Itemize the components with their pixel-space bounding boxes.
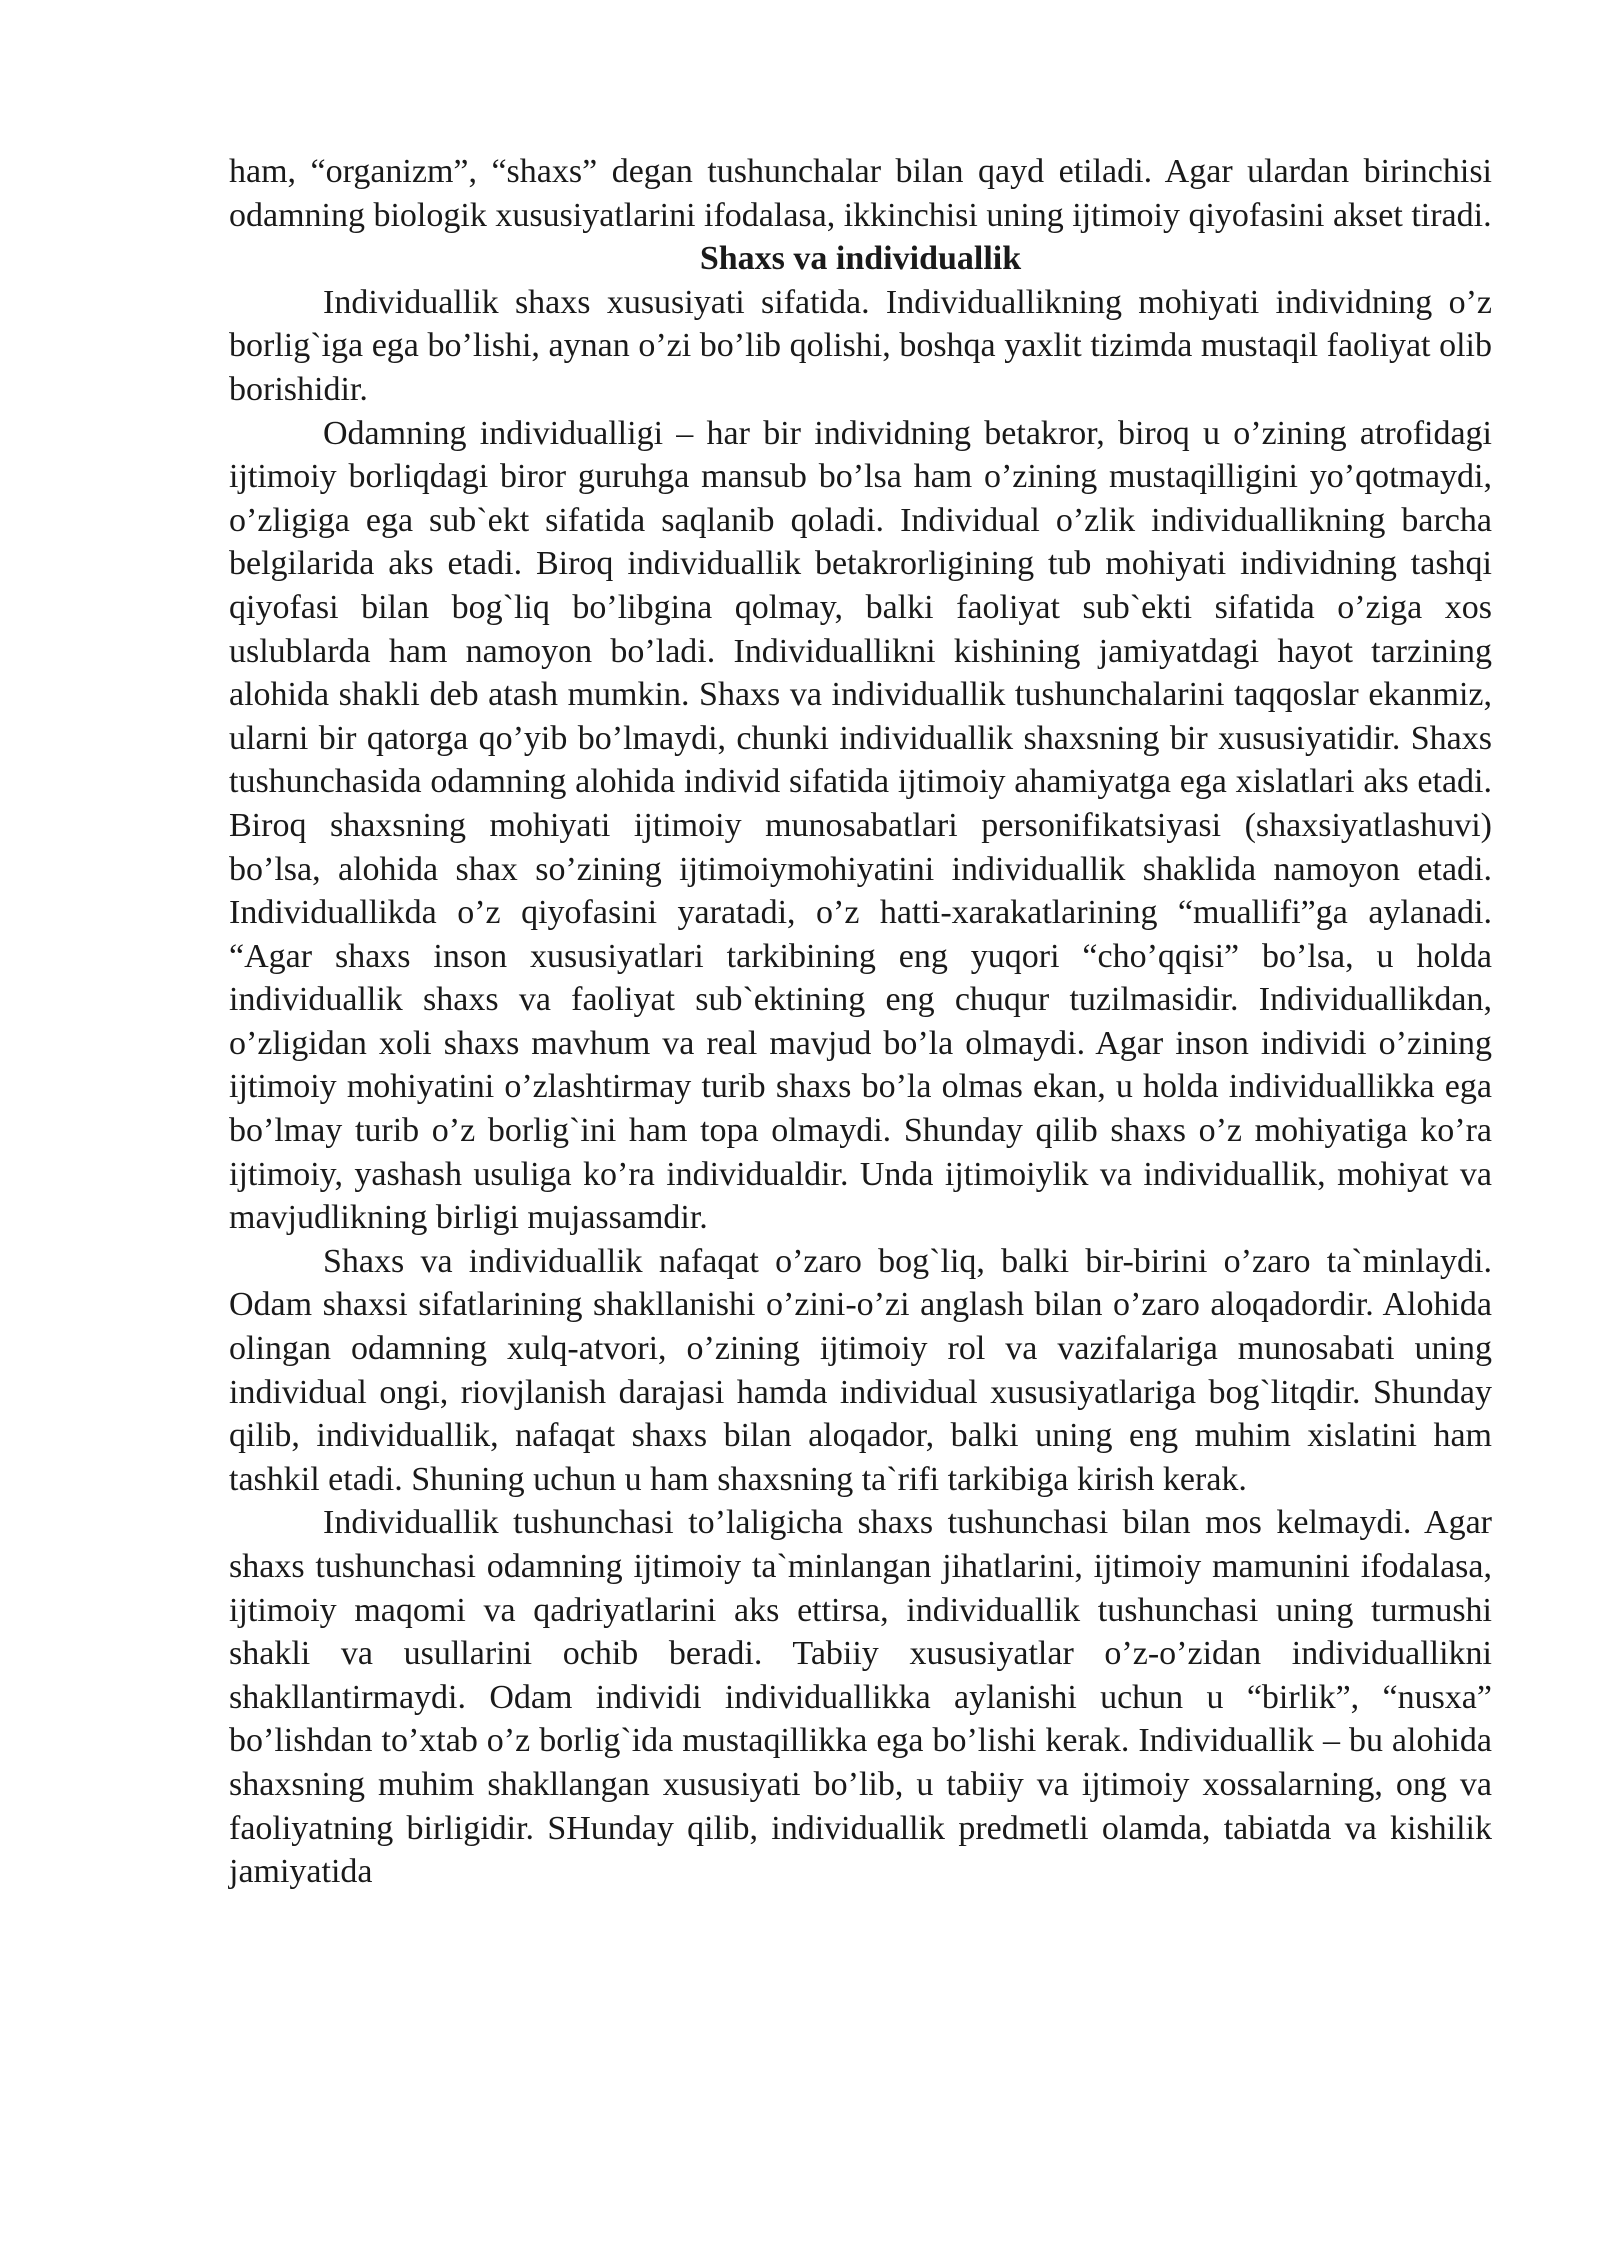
intro-paragraph: ham, “organizm”, “shaxs” degan tushunchalar bilan qayd etiladi. Agar ulardan birinchisi odamning biologik xususiyatlarini ifodalasa, ikkinchisi uning ijtimoiy qiyofasini akset tiradi. [229, 153, 1492, 234]
paragraph-2: Odamning individualligi – har bir individning betakror, biroq u o’zining atrofidagi ijtimoiy borliqdagi biror guruhga mansub bo’lsa ham o’zining mustaqilligini yo’qotmaydi, o’zligiga ega sub`ekt sifatida saqlanib qoladi. Individual o’zlik individuallikning barcha belgilarida aks etadi. Biroq individuallik betakrorligining tub mohiyati individning tashqi qiyofasi bilan bog`liq bo’libgina qolmay, balki faoliyat sub`ekti sifatida o’ziga xos uslublarda ham namoyon bo’ladi. Individuallikni kishining jamiyatdagi hayot tarzining alohida shakli deb atash mumkin. Shaxs va individuallik tushunchalarini taqqoslar ekanmiz, ularni bir qatorga qo’yib bo’lmaydi, chunki individuallik shaxsning bir xususiyatidir. Shaxs tushunchasida odamning alohida individ sifatida ijtimoiy ahamiyatga ega xislatlari aks etadi. Biroq shaxsning mohiyati ijtimoiy munosabatlari personifikatsiyasi (shaxsiyatlashuvi) bo’lsa, alohida shax so’zining ijtimoiymohiyatini individuallik shaklida namoyon etadi. Individuallikda o’z qiyofasini yaratadi, o’z hatti-xarakatlarining “muallifi”ga aylanadi. “Agar shaxs inson xususiyatlari tarkibining eng yuqori “cho’qqisi” bo’lsa, u holda individuallik shaxs va faoliyat sub`ektining eng chuqur tuzilmasidir. Individuallikdan, o’zligidan xoli shaxs mavhum va real mavjud bo’la olmaydi. Agar inson individi o’zining ijtimoiy mohiyatini o’zlashtirmay turib shaxs bo’la olmas ekan, u holda individuallikka ega bo’lmay turib o’z borlig`ini ham topa olmaydi. Shunday qilib shaxs o’z mohiyatiga ko’ra ijtimoiy, yashash usuliga ko’ra individualdir. Unda ijtimoiylik va individuallik, mohiyat va mavjudlikning birligi mujassamdir. [229, 414, 1492, 1237]
paragraph-4: Individuallik tushunchasi to’laligicha shaxs tushunchasi bilan mos kelmaydi. Agar shaxs tushunchasi odamning ijtimoiy ta`minlangan jihatlarini, ijtimoiy mamunini ifodalasa, ijtimoiy maqomi va qadriyatlarini aks ettirsa, individuallik tushunchasi uning turmushi shakli va usullarini ochib beradi. Tabiiy xususiyatlar o’z-o’zidan individuallikni shakllantirmaydi. Odam individi individuallikka aylanishi uchun u “birlik”, “nusxa” bo’lishdan to’xtab o’z borlig`ida mustaqillikka ega bo’lishi kerak. Individuallik – bu alohida shaxsning muhim shakllangan xususiyati bo’lib, u tabiiy va ijtimoiy xossalarning, ong va faoliyatning birligidir. SHunday qilib, individuallik predmetli olamda, tabiatda va kishilik jamiyatida [229, 1504, 1492, 1891]
section-heading: Shaxs va individuallik [699, 240, 1022, 278]
paragraph-1: Individuallik shaxs xususiyati sifatida. Individuallikning mohiyati individning o’z borlig`iga ega bo’lishi, aynan o’zi bo’lib qolishi, boshqa yaxlit tizimda mustaqil faoliyat olib borishidir. [229, 283, 1492, 408]
paragraph-3: Shaxs va individuallik nafaqat o’zaro bog`liq, balki bir-birini o’zaro ta`minlaydi. Odam shaxsi sifatlarining shakllanishi o’zini-o’zi anglash bilan o’zaro aloqadordir. Alohida olingan odamning xulq-atvori, o’zining ijtimoiy rol va vazifalariga munosabati uning individual ongi, riovjlanish darajasi hamda individual xususiyatlariga bog`litqdir. Shunday qilib, individuallik, nafaqat shaxs bilan aloqador, balki uning eng muhim xislatini ham tashkil etadi. Shuning uchun u ham shaxsning ta`rifi tarkibiga kirish kerak. [229, 1242, 1492, 1498]
document-page [229, 150, 1492, 1894]
